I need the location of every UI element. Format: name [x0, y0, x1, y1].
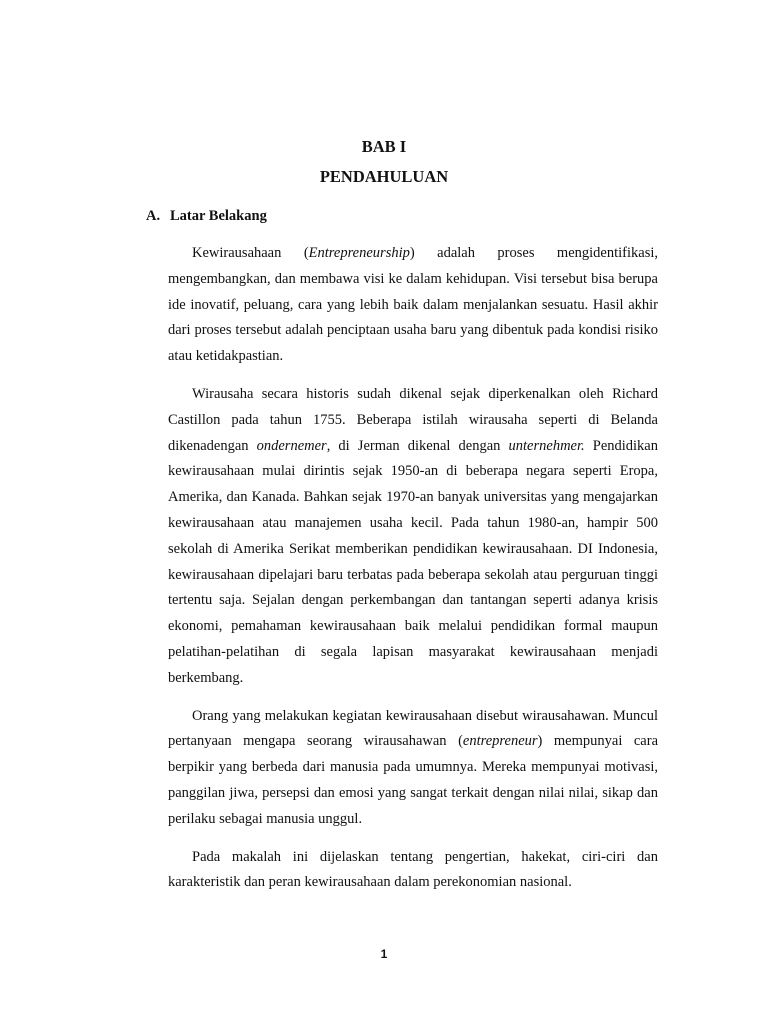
- italic-term: Entrepreneurship: [308, 245, 410, 261]
- text-run: ) mempunyai cara berpikir yang berbeda dari manusia pada umumnya. Mereka mempunyai motivasi, panggilan jiwa, persepsi dan emosi yang sangat terkait dengan nilai nilai, sikap dan perilaku sebagai manusia unggul.: [168, 733, 659, 827]
- page-number: 1: [380, 947, 388, 961]
- paragraph: [168, 241, 658, 370]
- text-run: ) adalah proses mengidentifikasi, mengembangkan, dan membawa visi ke dalam kehidupan. Visi tersebut bisa berupa ide inovatif, peluang, cara yang lebih baik dalam menjalankan sesuatu. Hasil akhir dari proses tersebut adalah penciptaan usaha baru yang dibentuk pada kondisi risiko atau ketidakpastian.: [168, 245, 659, 365]
- italic-term: unternehmer.: [508, 437, 585, 454]
- paragraph: [168, 382, 658, 692]
- text-run: Wirausaha secara historis sudah dikenal sejak diperkenalkan oleh Richard Castillon pada tahun 1755. Beberapa istilah wirausaha seperti di Belanda dikenadengan: [168, 385, 658, 454]
- italic-term: ondernemer: [256, 437, 327, 454]
- section-heading: [146, 208, 267, 225]
- italic-term: entrepreneur: [462, 733, 538, 750]
- text-run: Pada makalah ini dijelaskan tentang pengertian, hakekat, ciri-ciri dan karakteristik dan peran kewirausahaan dalam perekonomian nasional.: [168, 848, 658, 891]
- text-run: , di Jerman dikenal dengan: [326, 437, 509, 454]
- body-text: [168, 241, 658, 908]
- section-title: Latar Belakang: [170, 208, 267, 224]
- text-run: Orang yang melakukan kegiatan kewirausahaan disebut wirausahawan. Muncul pertanyaan mengapa seorang wirausahawan (: [168, 707, 658, 750]
- chapter-number: BAB I: [361, 137, 407, 156]
- text-run: Pendidikan kewirausahaan mulai dirintis sejak 1950-an di beberapa negara seperti Eropa, Amerika, dan Kanada. Bahkan sejak 1970-an banyak universitas yang mengajarkan kewirausahaan atau manajemen usaha kecil. Pada tahun 1980-an, hampir 500 sekolah di Amerika Serikat memberikan pendidikan kewirausahaan. DI Indonesia, kewirausahaan dipelajari baru terbatas pada beberapa sekolah atau perguruan tinggi tertentu saja. Sejalan dengan perkembangan dan tantangan seperti adanya krisis ekonomi, pemahaman kewirausahaan baik melalui pendidikan formal maupun pelatihan-pelatihan di segala lapisan masyarakat kewirausahaan menjadi berkembang.: [168, 437, 658, 686]
- section-number: A.: [146, 208, 161, 224]
- paragraph: [168, 704, 658, 833]
- chapter-title: PENDAHULUAN: [319, 167, 449, 186]
- paragraph: [168, 845, 658, 897]
- text-run: Kewirausahaan (: [192, 245, 309, 261]
